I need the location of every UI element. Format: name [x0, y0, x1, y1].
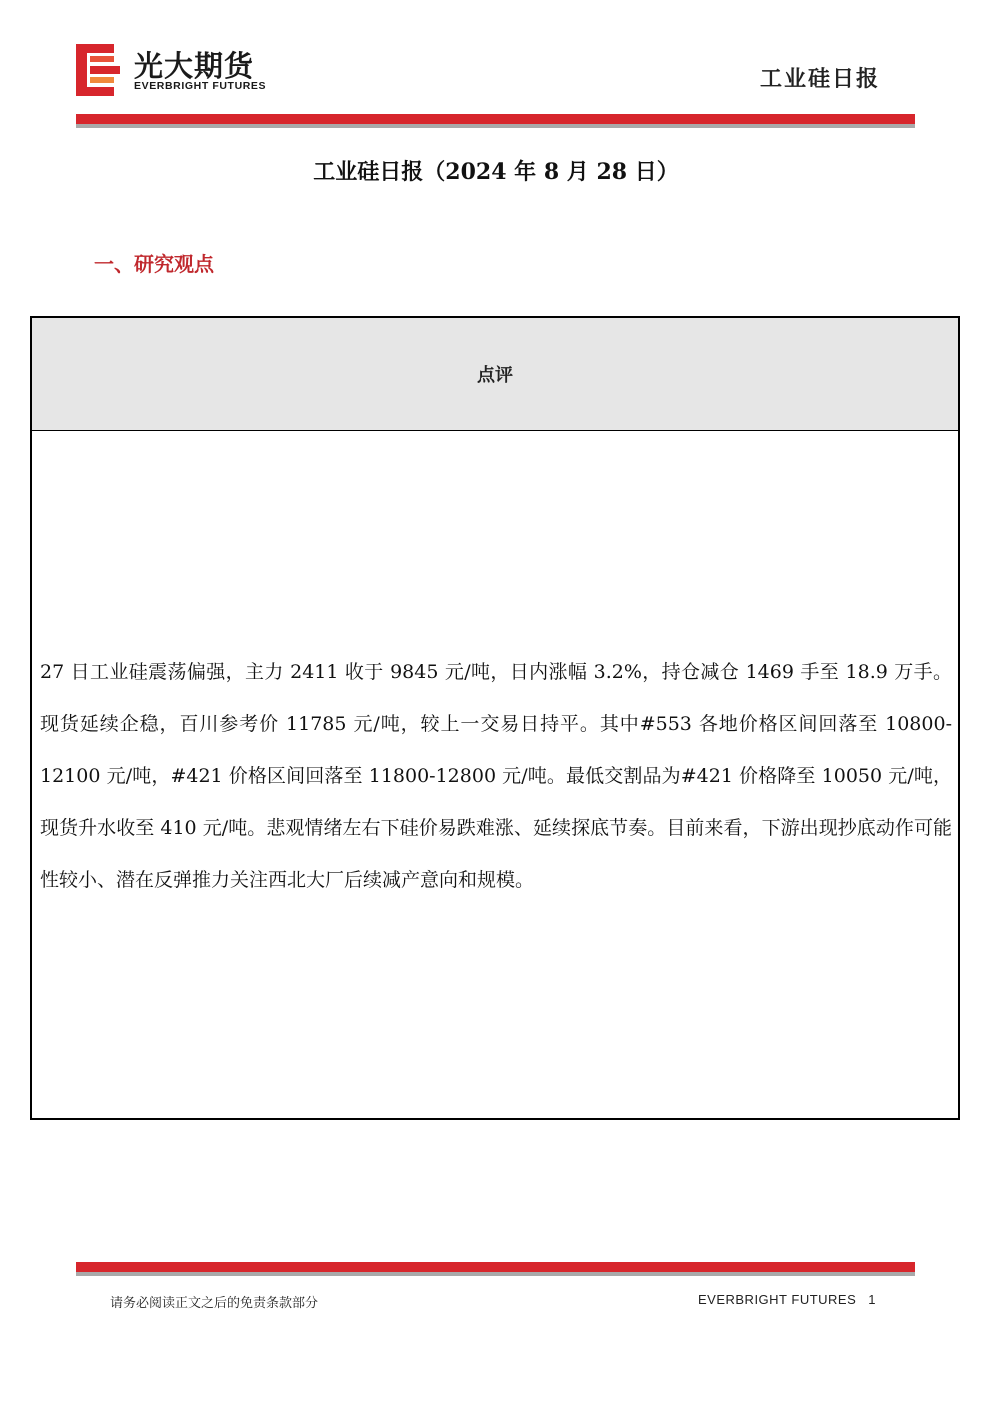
report-type-title: 工业硅日报 [759, 66, 880, 92]
page-number: 1 [868, 1292, 876, 1307]
everbright-logo-icon [76, 44, 120, 96]
footer-brand: EVERBRIGHT FUTURES [697, 1292, 857, 1307]
comment-text: 27 日工业硅震荡偏强，主力 2411 收于 9845 元/吨，日内涨幅 3.2%，持仓减仓 1469 手至 18.9 万手。现货延续企稳，百川参考价 11785 元/吨，较上一交易日持平。其中#553 各地价格区间回落至 10800-12100 元/吨，#421 价格区间回落至 11800-12800 元/吨。最低交割品为#421 价格降至 10050 元/吨，现货升水收至 410 元/吨。悲观情绪左右下硅价易跌难涨、延续探底节奏。目前来看，下游出现抄底动作可能性较小、潜在反弹推力关注西北大厂后续减产意向和规模。 [40, 661, 952, 891]
footer-divider [76, 1262, 915, 1276]
footer-brand-page [698, 1292, 876, 1307]
page-title: 工业硅日报（2024 年 8 月 28 日） [313, 159, 679, 185]
brand-name-en: EVERBRIGHT FUTURES [134, 80, 267, 92]
comment-table-header: 点评 [32, 318, 958, 431]
company-logo [76, 42, 296, 98]
header-divider [76, 114, 915, 128]
comment-table [30, 316, 960, 1120]
brand-name-cn: 光大期货 [134, 49, 255, 83]
footer-disclaimer: 请务必阅读正文之后的免责条款部分 [110, 1296, 319, 1311]
section-heading: 一、研究观点 [94, 252, 214, 276]
